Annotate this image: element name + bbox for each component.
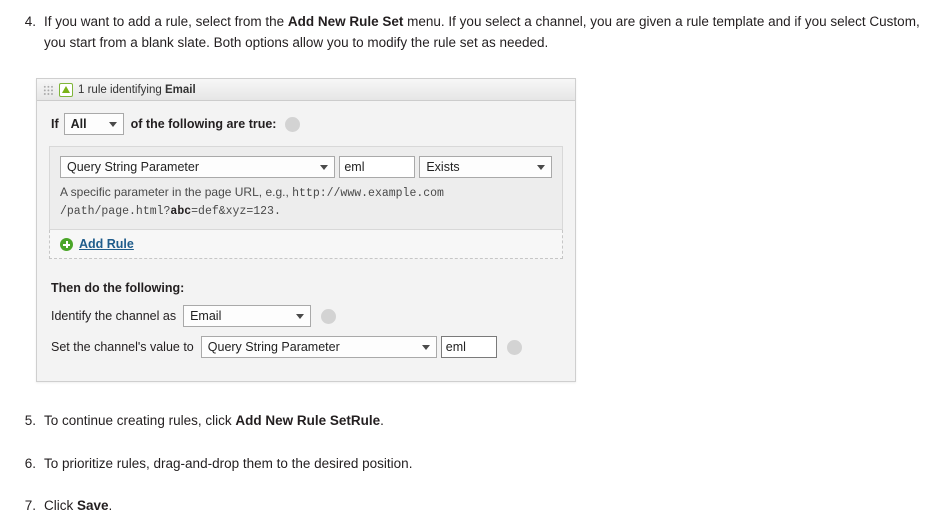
- then-section: [49, 281, 563, 358]
- step-7-number: 7.: [24, 498, 36, 513]
- step-5-number: 5.: [24, 413, 36, 428]
- condition-help-url: http://www.example.com: [292, 187, 444, 200]
- step-6-text: [44, 454, 710, 475]
- set-value-select-value: Query String Parameter: [207, 340, 340, 355]
- step-7-text: [44, 496, 710, 517]
- then-title: Then do the following:: [51, 281, 185, 296]
- condition-row: [60, 156, 552, 178]
- if-suffix-label: of the following are true:: [130, 117, 277, 131]
- rule-set-title: [78, 84, 196, 96]
- step-6-text-part1: To prioritize rules, drag-and-drop them to the desired position.: [44, 456, 413, 471]
- step-5-bold-term: Add New Rule SetRule: [235, 413, 381, 428]
- identify-channel-value: Email: [190, 309, 222, 324]
- drag-grip-icon[interactable]: [43, 84, 54, 95]
- step-5-text: [44, 411, 710, 432]
- step-4-number: 4.: [24, 14, 36, 29]
- step-4-text-part2: menu. If you select a channel, you are given a rule template and if you select Custom, you start from a blank slate. Both options allow you to modify the rule set as needed.: [44, 14, 920, 50]
- rule-set-title-prefix: 1 rule identifying: [78, 83, 165, 96]
- green-rule-icon: [59, 83, 73, 97]
- identify-channel-row: [51, 305, 563, 327]
- set-value-select[interactable]: [201, 336, 437, 358]
- step-7-text-part1: Click: [44, 498, 77, 513]
- plus-circle-icon: [60, 238, 73, 251]
- match-type-value: All: [70, 117, 87, 131]
- condition-help-path-suffix: =def&xyz=123.: [191, 204, 281, 218]
- match-type-select[interactable]: [64, 113, 124, 135]
- if-condition-row: [49, 113, 563, 135]
- rule-set-body: [37, 101, 575, 381]
- chevron-down-icon: [320, 165, 328, 170]
- step-4: [10, 12, 920, 54]
- condition-help-path-bold: abc: [170, 204, 192, 218]
- chevron-down-icon: [296, 314, 304, 319]
- add-rule-link[interactable]: Add Rule: [79, 237, 134, 252]
- step-6: [10, 454, 710, 475]
- set-value-label: Set the channel's value to: [51, 340, 194, 355]
- set-value-text-input[interactable]: [441, 336, 497, 358]
- condition-help-text: [60, 184, 520, 219]
- condition-parameter-select[interactable]: [60, 156, 335, 178]
- identify-channel-label: Identify the channel as: [51, 309, 177, 324]
- rule-set-title-channel: Email: [164, 83, 196, 96]
- chevron-down-icon: [422, 345, 430, 350]
- chevron-down-icon: [109, 122, 117, 127]
- condition-block: [49, 146, 563, 230]
- condition-help-path-prefix: /path/page.html?: [60, 204, 171, 218]
- step-7-text-part2: .: [108, 498, 113, 513]
- set-value-row: [51, 336, 563, 358]
- condition-parameter-value: Query String Parameter: [67, 160, 199, 174]
- rule-set-panel: [36, 78, 576, 382]
- step-5-text-part2: .: [380, 413, 384, 428]
- step-5-text-part1: To continue creating rules, click: [44, 413, 236, 428]
- chevron-down-icon: [537, 165, 545, 170]
- add-rule-row[interactable]: [49, 230, 563, 259]
- condition-help-sentence: A specific parameter in the page URL, e.g.,: [60, 185, 293, 199]
- step-7: [10, 496, 710, 517]
- rule-set-header: [37, 79, 575, 101]
- help-dot-icon[interactable]: [321, 309, 336, 324]
- help-dot-icon[interactable]: [507, 340, 522, 355]
- condition-operator-value: Exists: [426, 160, 460, 174]
- step-4-text: [44, 12, 920, 54]
- identify-channel-select[interactable]: [183, 305, 311, 327]
- condition-text-input[interactable]: [339, 156, 415, 178]
- step-4-text-part1: If you want to add a rule, select from the: [44, 14, 288, 29]
- step-7-bold-term: Save: [77, 498, 109, 513]
- step-6-number: 6.: [24, 456, 36, 471]
- step-5: [10, 411, 710, 432]
- help-dot-icon[interactable]: [285, 117, 300, 132]
- condition-operator-select[interactable]: [419, 156, 552, 178]
- if-label: If: [51, 117, 59, 131]
- step-4-bold-term: Add New Rule Set: [287, 14, 404, 29]
